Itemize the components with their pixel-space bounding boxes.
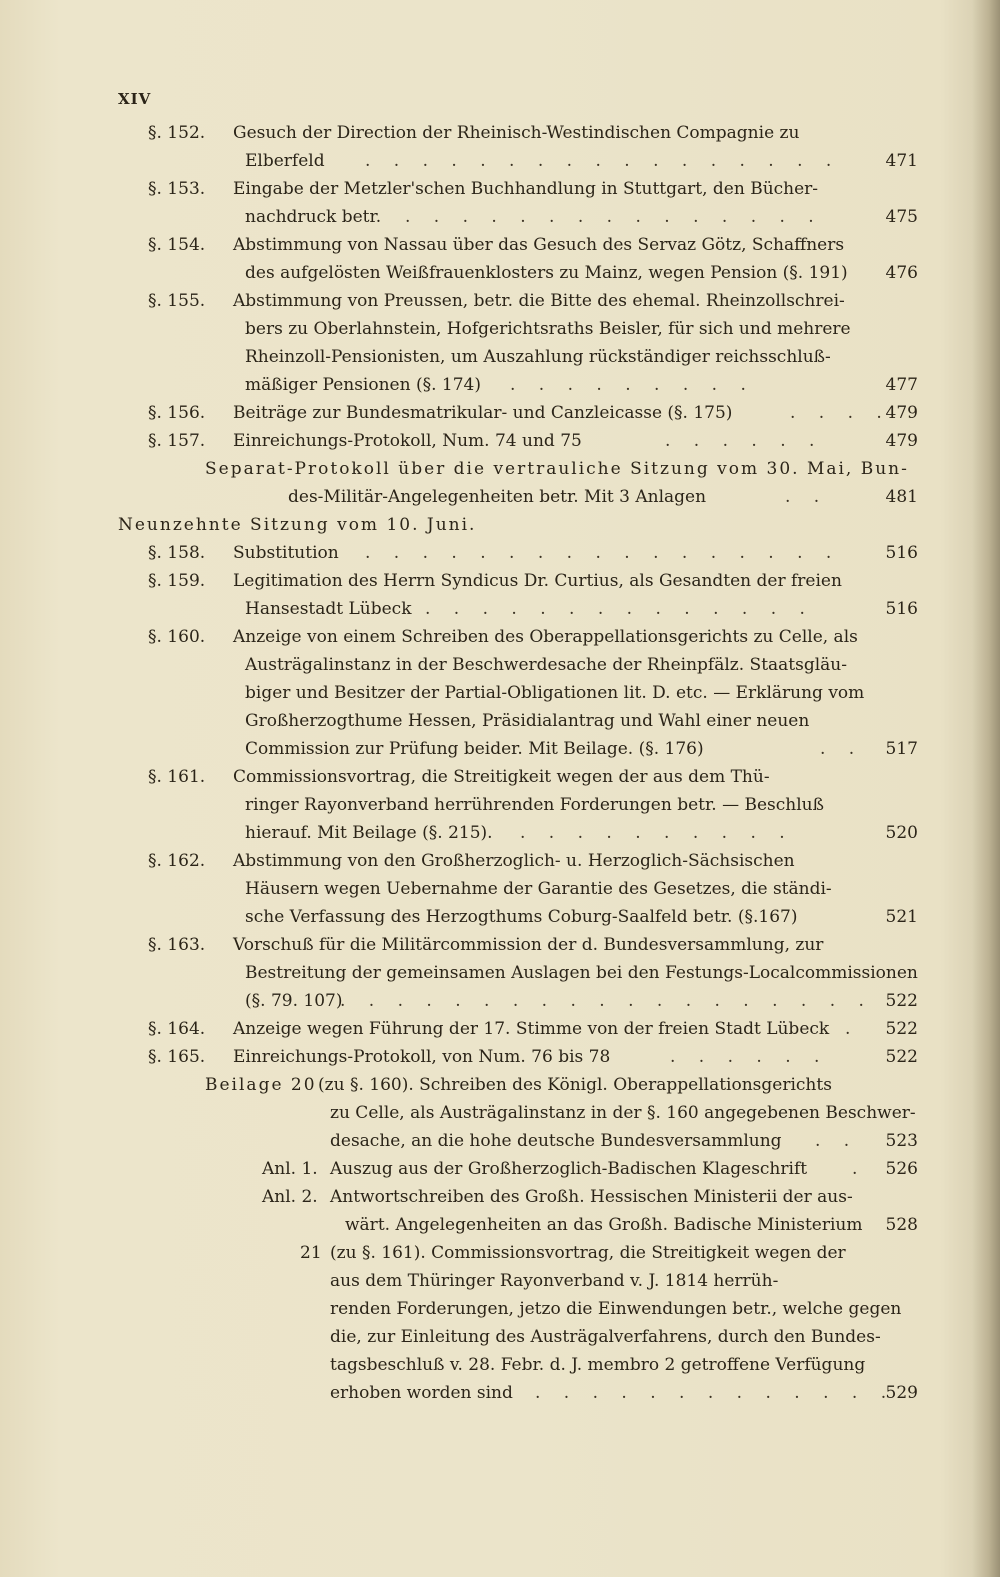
toc-line xyxy=(0,623,1000,651)
entry-text: desache, an die hohe deutsche Bundesversammlung xyxy=(330,1131,782,1151)
entry-text: (zu §. 160). Schreiben des Königl. Oberappellationsgerichts xyxy=(318,1075,832,1095)
entry-text: (§. 79. 107) xyxy=(245,991,343,1011)
entry-text: renden Forderungen, jetzo die Einwendungen betr., welche gegen xyxy=(330,1299,902,1319)
toc-line xyxy=(0,343,1000,371)
page-ref: 521 xyxy=(885,907,918,927)
page-ref: 479 xyxy=(885,403,918,423)
entry-text: des aufgelösten Weißfrauenklosters zu Mainz, wegen Pension (§. 191) xyxy=(245,263,848,283)
session-heading xyxy=(0,511,1000,539)
toc-line xyxy=(0,1351,1000,1379)
entry-text: Abstimmung von den Großherzoglich- u. Herzoglich-Sächsischen xyxy=(233,851,795,871)
toc-line xyxy=(0,231,1000,259)
page-ref: 517 xyxy=(885,739,918,759)
annex-label: Anl. 1. xyxy=(262,1159,318,1179)
toc-line xyxy=(0,315,1000,343)
toc-line: Elberfeld . . . . . . . . . . . . . . . . . 471 xyxy=(0,147,1000,175)
page-ref: 481 xyxy=(885,487,918,507)
toc-line xyxy=(0,1211,1000,1239)
section-number: §. 155. xyxy=(148,291,206,311)
section-number: §. 153. xyxy=(148,179,206,199)
page-ref: 516 xyxy=(885,543,918,563)
section-number: §. 152. xyxy=(148,123,206,143)
toc-line xyxy=(0,1183,1000,1211)
section-number: §. 162. xyxy=(148,851,206,871)
entry-text: erhoben worden sind xyxy=(330,1383,513,1403)
toc-line: §. 165. Einreichungs-Protokoll, von Num. 76 bis 78 . . . . . . 522 xyxy=(0,1043,1000,1071)
toc-line: Hansestadt Lübeck . . . . . . . . . . . . . . 516 xyxy=(0,595,1000,623)
toc-line xyxy=(0,1099,1000,1127)
entry-text: Gesuch der Direction der Rheinisch-Westindischen Compagnie zu xyxy=(233,123,800,143)
toc-line xyxy=(0,1239,1000,1267)
entry-text: Rheinzoll-Pensionisten, um Auszahlung rückständiger reichsschluß- xyxy=(245,347,831,367)
toc-line xyxy=(0,931,1000,959)
toc-line xyxy=(0,1295,1000,1323)
entry-text: Beiträge zur Bundesmatrikular- und Canzleicasse (§. 175) xyxy=(233,403,733,423)
entry-text: Elberfeld xyxy=(245,151,325,171)
entry-text: Auszug aus der Großherzoglich-Badischen Klageschrift xyxy=(330,1159,808,1179)
toc-line: §. 158. Substitution . . . . . . . . . . . . . . . . . 516 xyxy=(0,539,1000,567)
toc-line xyxy=(0,763,1000,791)
entry-text: Vorschuß für die Militärcommission der d. Bundesversammlung, zur xyxy=(233,935,824,955)
entry-text: ringer Rayonverband herrührenden Forderungen betr. — Beschluß xyxy=(245,795,824,815)
toc-line xyxy=(0,1323,1000,1351)
toc-line xyxy=(0,175,1000,203)
toc-line xyxy=(0,791,1000,819)
entry-text: Einreichungs-Protokoll, von Num. 76 bis 78 xyxy=(233,1047,611,1067)
toc-line: mäßiger Pensionen (§. 174) . . . . . . . . . 477 xyxy=(0,371,1000,399)
toc-line: nachdruck betr. . . . . . . . . . . . . . . . 475 xyxy=(0,203,1000,231)
page-ref: 529 xyxy=(885,1383,918,1403)
toc-line xyxy=(0,455,1000,483)
entry-text: Einreichungs-Protokoll, Num. 74 und 75 xyxy=(233,431,582,451)
entry-text: bers zu Oberlahnstein, Hofgerichtsraths Beisler, für sich und mehrere xyxy=(245,319,851,339)
toc-line xyxy=(0,1071,1000,1099)
entry-text: hierauf. Mit Beilage (§. 215). xyxy=(245,823,493,843)
entry-text: Anzeige von einem Schreiben des Oberappellationsgerichts zu Celle, als xyxy=(233,627,858,647)
toc-line xyxy=(0,1267,1000,1295)
toc-line: §. 164. Anzeige wegen Führung der 17. Stimme von der freien Stadt Lübeck . 522 xyxy=(0,1015,1000,1043)
toc-line xyxy=(0,959,1000,987)
entry-text: Austrägalinstanz in der Beschwerdesache der Rheinpfälz. Staatsgläu- xyxy=(245,655,847,675)
entry-text: des-Militär-Angelegenheiten betr. Mit 3 Anlagen xyxy=(288,487,707,507)
section-number: §. 165. xyxy=(148,1047,206,1067)
entry-text: Anzeige wegen Führung der 17. Stimme von der freien Stadt Lübeck xyxy=(233,1019,830,1039)
section-number: §. 157. xyxy=(148,431,206,451)
entry-text: Abstimmung von Preussen, betr. die Bitte des ehemal. Rheinzollschrei- xyxy=(233,291,845,311)
page-ref: 522 xyxy=(885,1047,918,1067)
toc-line xyxy=(0,567,1000,595)
section-number: §. 164. xyxy=(148,1019,206,1039)
entry-text: nachdruck betr. xyxy=(245,207,382,227)
page-ref: 471 xyxy=(885,151,918,171)
entry-text: Abstimmung von Nassau über das Gesuch des Servaz Götz, Schaffners xyxy=(233,235,845,255)
toc-line: (§. 79. 107) . . . . . . . . . . . . . . . . . . . 522 xyxy=(0,987,1000,1015)
toc-line: §. 157. Einreichungs-Protokoll, Num. 74 und 75 . . . . . . 479 xyxy=(0,427,1000,455)
entry-text: Separat-Protokoll über die vertrauliche Sitzung vom 30. Mai, Bun- xyxy=(205,459,909,479)
toc-line: §. 156. Beiträge zur Bundesmatrikular- und Canzleicasse (§. 175) . . . . 479 xyxy=(0,399,1000,427)
entry-text: tagsbeschluß v. 28. Febr. d. J. membro 2 getroffene Verfügung xyxy=(330,1355,866,1375)
toc-line xyxy=(0,259,1000,287)
section-number: §. 159. xyxy=(148,571,206,591)
section-number: §. 154. xyxy=(148,235,206,255)
toc-line xyxy=(0,903,1000,931)
page-ref: 522 xyxy=(885,991,918,1011)
toc-line xyxy=(0,119,1000,147)
entry-text: Eingabe der Metzler'schen Buchhandlung in Stuttgart, den Bücher- xyxy=(233,179,819,199)
page-ref: 520 xyxy=(885,823,918,843)
toc-line xyxy=(0,651,1000,679)
page-ref: 523 xyxy=(885,1131,918,1151)
entry-text: Bestreitung der gemeinsamen Auslagen bei den Festungs-Localcommissionen xyxy=(245,963,918,983)
toc-line xyxy=(0,875,1000,903)
entry-text: Hansestadt Lübeck xyxy=(245,599,412,619)
page-ref: 526 xyxy=(885,1159,918,1179)
entry-text: Legitimation des Herrn Syndicus Dr. Curtius, als Gesandten der freien xyxy=(233,571,842,591)
session-title: Neunzehnte Sitzung vom 10. Juni. xyxy=(118,515,477,535)
supplement-label: 21 xyxy=(300,1243,322,1263)
toc-line: Commission zur Prüfung beider. Mit Beilage. (§. 176) . . 517 xyxy=(0,735,1000,763)
page-ref: 516 xyxy=(885,599,918,619)
entry-text: mäßiger Pensionen (§. 174) xyxy=(245,375,481,395)
section-number: §. 161. xyxy=(148,767,206,787)
entry-text: zu Celle, als Austrägalinstanz in der §. 160 angegebenen Beschwer- xyxy=(330,1103,916,1123)
toc-line: desache, an die hohe deutsche Bundesversammlung . . 523 xyxy=(0,1127,1000,1155)
toc-line xyxy=(0,287,1000,315)
toc-line xyxy=(0,707,1000,735)
page-ref: 479 xyxy=(885,431,918,451)
page-folio: XIV xyxy=(118,90,152,108)
entry-text: die, zur Einleitung des Austrägalverfahrens, durch den Bundes- xyxy=(330,1327,881,1347)
entry-text: sche Verfassung des Herzogthums Coburg-Saalfeld betr. (§.167) xyxy=(245,907,798,927)
section-number: §. 160. xyxy=(148,627,206,647)
toc-line: des-Militär-Angelegenheiten betr. Mit 3 Anlagen . . 481 xyxy=(0,483,1000,511)
entry-text: Häusern wegen Uebernahme der Garantie des Gesetzes, die ständi- xyxy=(245,879,832,899)
supplement-label: Beilage 20 xyxy=(205,1075,317,1095)
page-ref: 475 xyxy=(885,207,918,227)
entry-text: Antwortschreiben des Großh. Hessischen Ministerii der aus- xyxy=(330,1187,853,1207)
toc-line xyxy=(0,679,1000,707)
section-number: §. 156. xyxy=(148,403,206,423)
page-ref: 477 xyxy=(885,375,918,395)
entry-text: biger und Besitzer der Partial-Obligationen lit. D. etc. — Erklärung vom xyxy=(245,683,865,703)
entry-text: aus dem Thüringer Rayonverband v. J. 1814 herrüh- xyxy=(330,1271,779,1291)
entry-text: Commissionsvortrag, die Streitigkeit wegen der aus dem Thü- xyxy=(233,767,770,787)
toc-line: Anl. 1. Auszug aus der Großherzoglich-Badischen Klageschrift . 526 xyxy=(0,1155,1000,1183)
annex-label: Anl. 2. xyxy=(262,1187,318,1207)
toc-line xyxy=(0,847,1000,875)
section-number: §. 158. xyxy=(148,543,206,563)
entry-text: Substitution xyxy=(233,543,339,563)
toc-line: hierauf. Mit Beilage (§. 215). . . . . . . . . . . 520 xyxy=(0,819,1000,847)
page-ref: 528 xyxy=(885,1215,918,1235)
entry-text: (zu §. 161). Commissionsvortrag, die Streitigkeit wegen der xyxy=(330,1243,846,1263)
section-number: §. 163. xyxy=(148,935,206,955)
page-ref: 522 xyxy=(885,1019,918,1039)
entry-text: wärt. Angelegenheiten an das Großh. Badische Ministerium xyxy=(345,1215,863,1235)
page-ref: 476 xyxy=(885,263,918,283)
entry-text: Großherzogthume Hessen, Präsidialantrag und Wahl einer neuen xyxy=(245,711,810,731)
entry-text: Commission zur Prüfung beider. Mit Beilage. (§. 176) xyxy=(245,739,704,759)
toc-line: erhoben worden sind . . . . . . . . . . . . . 529 xyxy=(0,1379,1000,1407)
